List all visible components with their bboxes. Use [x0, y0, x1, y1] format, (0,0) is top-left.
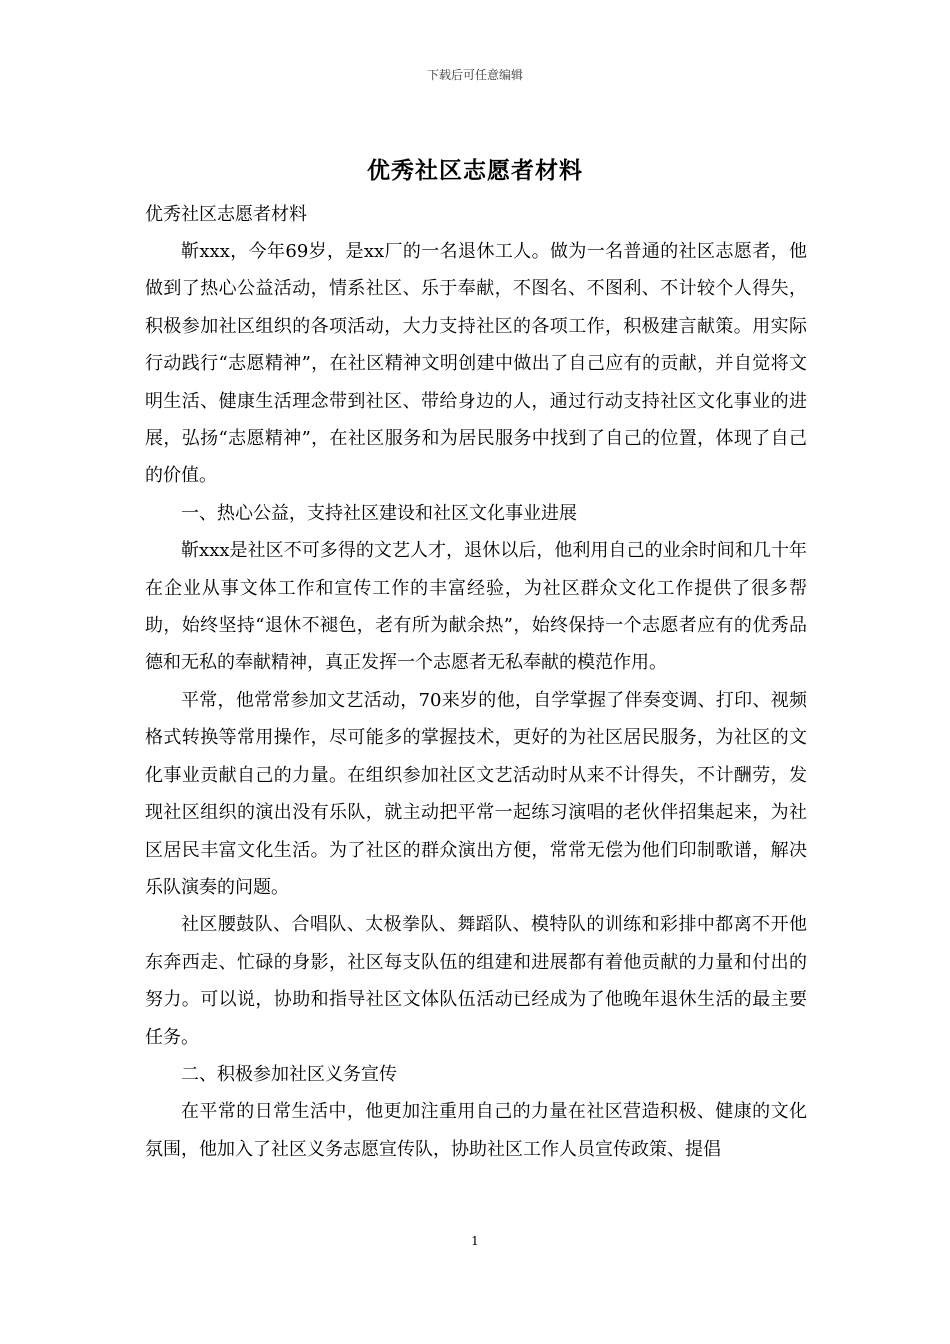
section-heading-2: 二、积极参加社区义务宣传: [181, 1063, 397, 1085]
document-body: [145, 196, 807, 1168]
paragraph-section-1c: 社区腰鼓队、合唱队、太极拳队、舞蹈队、模特队的训练和彩排中都离不开他东奔西走、忙碌的身影，社区每支队伍的组建和进展都有着他贡献的力量和付出的努力。可以说，协助和指导社区文体队伍活动已经成为了他晚年退休生活的最主要任务。: [145, 914, 807, 1048]
document-subtitle: 优秀社区志愿者材料: [145, 204, 307, 225]
paragraph-section-2a: 在平常的日常生活中，他更加注重用自己的力量在社区营造积极、健康的文化氛围，他加入了社区义务志愿宣传队，协助社区工作人员宣传政策、提倡: [145, 1101, 807, 1160]
page-header-note: 下载后可任意编辑: [426, 68, 523, 82]
document-title: 优秀社区志愿者材料: [367, 157, 583, 184]
section-heading-1: 一、热心公益，支持社区建设和社区文化事业进展: [181, 502, 577, 524]
paragraph-section-1b: 平常，他常常参加文艺活动，70来岁的他，自学掌握了伴奏变调、打印、视频格式转换等常用操作，尽可能多的掌握技术，更好的为社区居民服务，为社区的文化事业贡献自己的力量。在组织参加社区文艺活动时从来不计得失，不计酬劳，发现社区组织的演出没有乐队，就主动把平常一起练习演唱的老伙伴招集起来，为社区居民丰富文化生活。为了社区的群众演出方便，常常无偿为他们印制歌谱，解决乐队演奏的问题。: [145, 689, 807, 898]
paragraph-intro: 靳xxx，今年69岁，是xx厂的一名退休工人。做为一名普通的社区志愿者，他做到了热心公益活动，情系社区、乐于奉献，不图名、不图利、不计较个人得失，积极参加社区组织的各项活动，大力支持社区的各项工作，积极建言献策。用实际行动践行“志愿精神”，在社区精神文明创建中做出了自己应有的贡献，并自觉将文明生活、健康生活理念带到社区、带给身边的人，通过行动支持社区文化事业的进展，弘扬“志愿精神”，在社区服务和为居民服务中找到了自己的位置，体现了自己的价值。: [145, 241, 807, 487]
paragraph-section-1a: 靳xxx是社区不可多得的文艺人才，退休以后，他利用自己的业余时间和几十年在企业从事文体工作和宣传工作的丰富经验，为社区群众文化工作提供了很多帮助，始终坚持“退休不褪色，老有所为献余热”，始终保持一个志愿者应有的优秀品德和无私的奉献精神，真正发挥一个志愿者无私奉献的模范作用。: [145, 540, 807, 674]
page-number: 1: [471, 1234, 479, 1248]
